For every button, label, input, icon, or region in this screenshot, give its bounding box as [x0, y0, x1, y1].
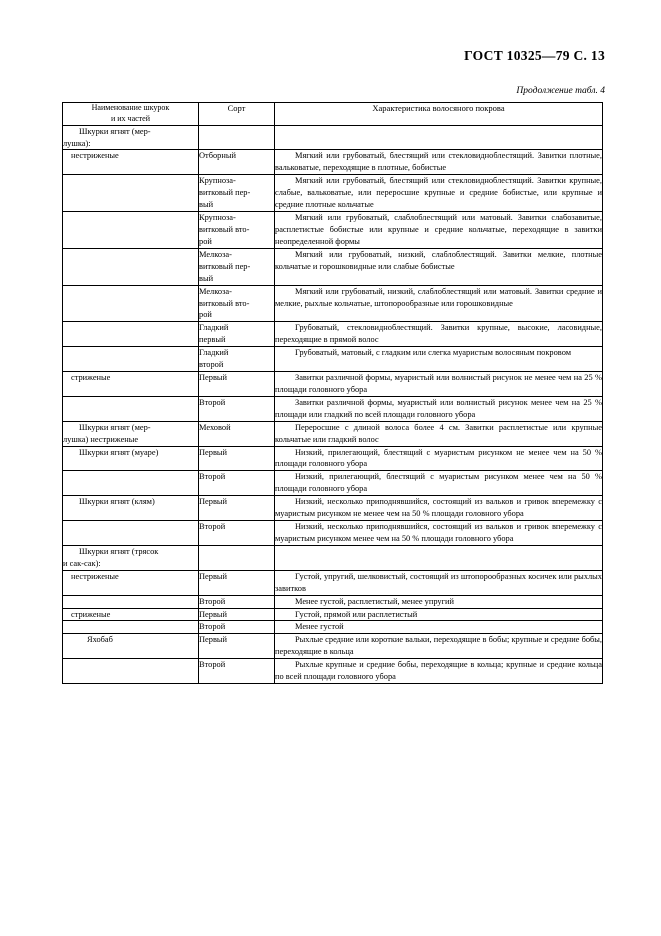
table-row — [63, 446, 603, 471]
cell-grade-line: рой — [199, 310, 212, 320]
cell-characteristic — [275, 545, 603, 570]
table-row — [63, 634, 603, 659]
cell-characteristic: Завитки различной формы, муаристый или волнистый рисунок менее чем на 25 % площади или гладкий по всей площади головного убора — [275, 396, 603, 421]
cell-name-text — [63, 422, 198, 446]
cell-name — [63, 175, 199, 212]
cell-name-line: нестриженые — [71, 571, 119, 581]
cell-grade — [199, 521, 275, 546]
cell-grade-line: Гладкий — [199, 348, 229, 358]
table-row — [63, 322, 603, 347]
cell-grade — [199, 150, 275, 175]
table-row — [63, 347, 603, 372]
cell-grade — [199, 285, 275, 322]
cell-grade — [199, 570, 275, 595]
table-row — [63, 545, 603, 570]
cell-name-line: Шкурки ягнят (трясок — [79, 546, 159, 556]
cell-name — [63, 421, 199, 446]
cell-name-line: стриженые — [71, 609, 111, 619]
cell-characteristic: Рыхлые крупные и средние бобы, переходящие в кольца; крупные и средние кольца по всей площади головного убора — [275, 659, 603, 684]
cell-name — [63, 471, 199, 496]
cell-name-line: нестриженые — [71, 151, 119, 161]
cell-name — [63, 621, 199, 634]
cell-grade-line: Второй — [199, 622, 226, 632]
cell-grade — [199, 248, 275, 285]
cell-characteristic: Мягкий или грубоватый, низкий, слаблоблестящий. Завитки мелкие, плотные кольчатые и горошковидные или слабые бобистые — [275, 248, 603, 285]
cell-name-line: Шкурки ягнят (мер- — [79, 126, 151, 136]
cell-grade-line: Второй — [199, 472, 226, 482]
cell-name — [63, 446, 199, 471]
cell-name-line: Яхобаб — [87, 635, 113, 645]
table-body — [63, 125, 603, 683]
cell-characteristic: Мягкий или грубоватый, низкий, слаблоблестящий или матовый. Завитки средние и мелкие, рыхлые кольчатые, штопорообразные или горошковидные — [275, 285, 603, 322]
table-row — [63, 396, 603, 421]
cell-grade-line: Крупноза- — [199, 176, 236, 186]
table-row — [63, 659, 603, 684]
cell-name-line: лушка) нестриженые — [63, 434, 139, 444]
cell-grade — [199, 659, 275, 684]
cell-name-text — [63, 546, 198, 570]
cell-name-line: Шкурки ягнят (клям) — [79, 497, 155, 507]
cell-grade — [199, 595, 275, 608]
table-row — [63, 496, 603, 521]
cell-grade-line: Мелкоза- — [199, 286, 232, 296]
table-row — [63, 471, 603, 496]
column-header-name-line1: Наименование шкурок — [91, 103, 170, 112]
characteristics-table — [62, 102, 603, 684]
cell-grade-line: Второй — [199, 596, 226, 606]
cell-characteristic: Низкий, несколько приподнявшийся, состоящий из вальков и гривок вперемежку с муаристым рисунком менее чем на 50 % площади головного убора — [275, 521, 603, 546]
cell-name — [63, 212, 199, 249]
cell-grade-line: Второй — [199, 660, 226, 670]
page-header: ГОСТ 10325—79 С. 13 — [464, 48, 605, 63]
cell-grade-line: витковый вто- — [199, 224, 250, 234]
table-row — [63, 621, 603, 634]
cell-name-line: и сак-сак): — [63, 558, 101, 568]
cell-characteristic: Мягкий или грубоватый, блестящий или стекловидноблестящий. Завитки крупные, слабые, вальковатые, или переросшие крупные и средние бобистые, или крупные и средние плотные кольчатые — [275, 175, 603, 212]
cell-grade — [199, 421, 275, 446]
cell-grade — [199, 372, 275, 397]
table-row — [63, 570, 603, 595]
table-row — [63, 372, 603, 397]
table-header-row — [63, 103, 603, 126]
cell-grade — [199, 347, 275, 372]
cell-grade — [199, 212, 275, 249]
cell-name — [63, 659, 199, 684]
cell-characteristic: Переросшие с длиной волоса более 4 см. Завитки расплетистые или крупные кольчатые или гладкий волос — [275, 421, 603, 446]
cell-grade — [199, 496, 275, 521]
cell-grade-line: рой — [199, 236, 212, 246]
column-header-characteristic: Характеристика волосяного покрова — [275, 103, 603, 126]
table-row — [63, 125, 603, 150]
cell-grade — [199, 446, 275, 471]
cell-name-text — [63, 447, 198, 459]
cell-grade-line: Первый — [199, 635, 228, 645]
cell-name-text — [63, 372, 198, 384]
cell-grade-line: Первый — [199, 497, 228, 507]
cell-name — [63, 634, 199, 659]
cell-grade — [199, 608, 275, 621]
cell-grade-line: вый — [199, 200, 214, 210]
cell-name — [63, 372, 199, 397]
cell-name-line: стриженые — [71, 373, 111, 383]
table-row — [63, 150, 603, 175]
cell-grade-line: Крупноза- — [199, 213, 236, 223]
cell-name — [63, 595, 199, 608]
cell-grade — [199, 322, 275, 347]
column-header-grade: Сорт — [199, 103, 275, 126]
cell-characteristic: Менее густой, расплетистый, менее упругий — [275, 595, 603, 608]
cell-name-line: Шкурки ягнят (муаре) — [79, 447, 159, 457]
cell-name — [63, 285, 199, 322]
cell-grade-line: витковый пер- — [199, 188, 251, 198]
column-header-name — [63, 103, 199, 126]
cell-grade-line: второй — [199, 360, 224, 370]
cell-grade-line: вый — [199, 273, 214, 283]
cell-name — [63, 521, 199, 546]
cell-grade — [199, 125, 275, 150]
cell-characteristic: Мягкий или грубоватый, слаблоблестящий или матовый. Завитки слабозавитые, расплетистые бобистые или крупные и средние кольчатые, переходящие в завитки неопределенной формы — [275, 212, 603, 249]
cell-grade-line: витковый вто- — [199, 298, 250, 308]
cell-characteristic: Мягкий или грубоватый, блестящий или стекловидноблестящий. Завитки плотные, вальковатые, переходящие в плотные, бобистые — [275, 150, 603, 175]
cell-grade-line: Первый — [199, 447, 228, 457]
cell-grade-line: Второй — [199, 522, 226, 532]
cell-grade-line: Отборный — [199, 151, 236, 161]
cell-characteristic: Рыхлые средние или короткие вальки, переходящие в бобы; крупные и средние бобы, переходящие в кольца — [275, 634, 603, 659]
cell-name — [63, 248, 199, 285]
cell-name-text — [63, 150, 198, 162]
cell-grade-line: Меховой — [199, 422, 231, 432]
cell-characteristic: Грубоватый, стекловидноблестящий. Завитки крупные, высокие, ласовидные, переходящие в прямой волос — [275, 322, 603, 347]
cell-name-text — [63, 571, 198, 583]
table-row — [63, 248, 603, 285]
cell-grade-line: витковый пер- — [199, 261, 251, 271]
cell-grade-line: Мелкоза- — [199, 249, 232, 259]
cell-grade — [199, 471, 275, 496]
cell-characteristic: Менее густой — [275, 621, 603, 634]
cell-grade-line: Первый — [199, 609, 228, 619]
cell-name — [63, 570, 199, 595]
cell-grade-line: Первый — [199, 373, 228, 383]
cell-name — [63, 545, 199, 570]
cell-characteristic: Густой, прямой или расплетистый — [275, 608, 603, 621]
table-row — [63, 595, 603, 608]
cell-characteristic: Грубоватый, матовый, с гладким или слегка муаристым волосяным покровом — [275, 347, 603, 372]
cell-characteristic — [275, 125, 603, 150]
table-row — [63, 521, 603, 546]
table-continuation-note: Продолжение табл. 4 — [516, 86, 605, 96]
cell-name-text — [63, 496, 198, 508]
cell-name — [63, 150, 199, 175]
cell-grade-line: Гладкий — [199, 323, 229, 333]
cell-characteristic: Низкий, прилегающий, блестящий с муаристым рисунком не менее чем на 50 % площади головного убора — [275, 446, 603, 471]
cell-grade — [199, 545, 275, 570]
cell-characteristic: Завитки различной формы, муаристый или волнистый рисунок не менее чем на 25 % площади головного убора — [275, 372, 603, 397]
table-row — [63, 175, 603, 212]
cell-name — [63, 347, 199, 372]
table-head — [63, 103, 603, 126]
cell-name-line: Шкурки ягнят (мер- — [79, 422, 151, 432]
table-row — [63, 212, 603, 249]
table-row — [63, 608, 603, 621]
column-header-name-line2: и их частей — [110, 113, 150, 123]
cell-name-text — [63, 126, 198, 150]
cell-characteristic: Низкий, несколько приподнявшийся, состоящий из вальков и гривок вперемежку с муаристым рисунком не менее чем на 50 % площади головного убора — [275, 496, 603, 521]
cell-name-line: лушка): — [63, 138, 91, 148]
cell-name-text — [63, 634, 198, 646]
cell-grade-line: Второй — [199, 397, 226, 407]
cell-grade — [199, 175, 275, 212]
cell-grade-line: первый — [199, 335, 226, 345]
cell-name — [63, 396, 199, 421]
cell-grade — [199, 621, 275, 634]
cell-name — [63, 125, 199, 150]
cell-name — [63, 608, 199, 621]
cell-grade-line: Первый — [199, 571, 228, 581]
cell-name — [63, 322, 199, 347]
cell-name — [63, 496, 199, 521]
cell-characteristic: Густой, упругий, шелковистый, состоящий из штопорообразных косичек или рыхлых завитков — [275, 570, 603, 595]
cell-grade — [199, 634, 275, 659]
cell-grade — [199, 396, 275, 421]
table-row — [63, 421, 603, 446]
cell-characteristic: Низкий, прилегающий, блестящий с муаристым рисунком менее чем на 50 % площади головного убора — [275, 471, 603, 496]
cell-name-text — [63, 609, 198, 621]
table-row — [63, 285, 603, 322]
